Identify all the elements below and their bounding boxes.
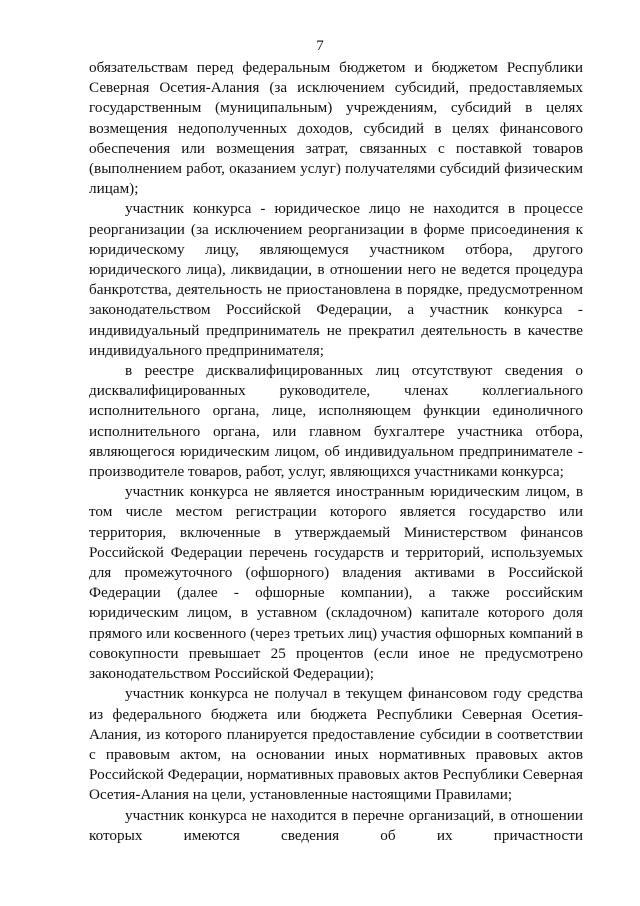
paragraph-reorganization: участник конкурса - юридическое лицо не находится в процессе реорганизации (за исключением реорганизации в форме присоединения к юридическому лицу, являющемуся участником отбора, другого юридического лица), ликвидации, в отношении него не ведется процедура банкротства, деятельность не приостановлена в порядке, предусмотренном законодательством Российской Федерации, а участник конкурса - индивидуальный предприниматель не прекратил деятельность в качестве индивидуального предпринимателя; [89,200,583,359]
paragraph-budget-obligations: обязательствам перед федеральным бюджетом и бюджетом Республики Северная Осетия-Алания (за исключением субсидий, предоставляемых государственным (муниципальным) учреждениям, субсидий в целях возмещения недополученных доходов, субсидий в целях финансового обеспечения или возмещения затрат, связанных с поставкой товаров (выполнением работ, оказанием услуг) получателями субсидий физическим лицам); [89,59,583,198]
paragraph-disqualified-registry: в реестре дисквалифицированных лиц отсутствуют сведения о дисквалифицированных руководителе, членах коллегиального исполнительного органа, лице, исполняющем функции единоличного исполнительного органа, или главном бухгалтере участника отбора, являющегося юридическим лицом, об индивидуальном предпринимателе - производителе товаров, работ, услуг, являющихся участниками конкурса; [89,362,583,481]
paragraph-organizations-list: участник конкурса не находится в перечне организаций, в отношении которых имеются сведения об их причастности [89,806,583,844]
paragraph-budget-funds: участник конкурса не получал в текущем финансовом году средства из федерального бюджета или бюджета Республики Северная Осетия-Алания, из которого планируется предоставление субсидии в соответствии с правовым актом, на основании иных нормативных правовых актов Российской Федерации, нормативных правовых актов Республики Северная Осетия-Алания на цели, установленные настоящими Правилами; [89,685,583,804]
document-body [89,58,583,846]
page-number: 7 [316,38,324,54]
paragraph-foreign-entity: участник конкурса не является иностранным юридическим лицом, в том числе местом регистрации которого является государство или территория, включенные в утверждаемый Министерством финансов Российской Федерации перечень государств и территорий, используемых для промежуточного (офшорного) владения активами в Российской Федерации (далее - офшорные компании), а также российским юридическим лицом, в уставном (складочном) капитале которого доля прямого или косвенного (через третьих лиц) участия офшорных компаний в совокупности превышает 25 процентов (если иное не предусмотрено законодательством Российской Федерации); [89,483,583,683]
